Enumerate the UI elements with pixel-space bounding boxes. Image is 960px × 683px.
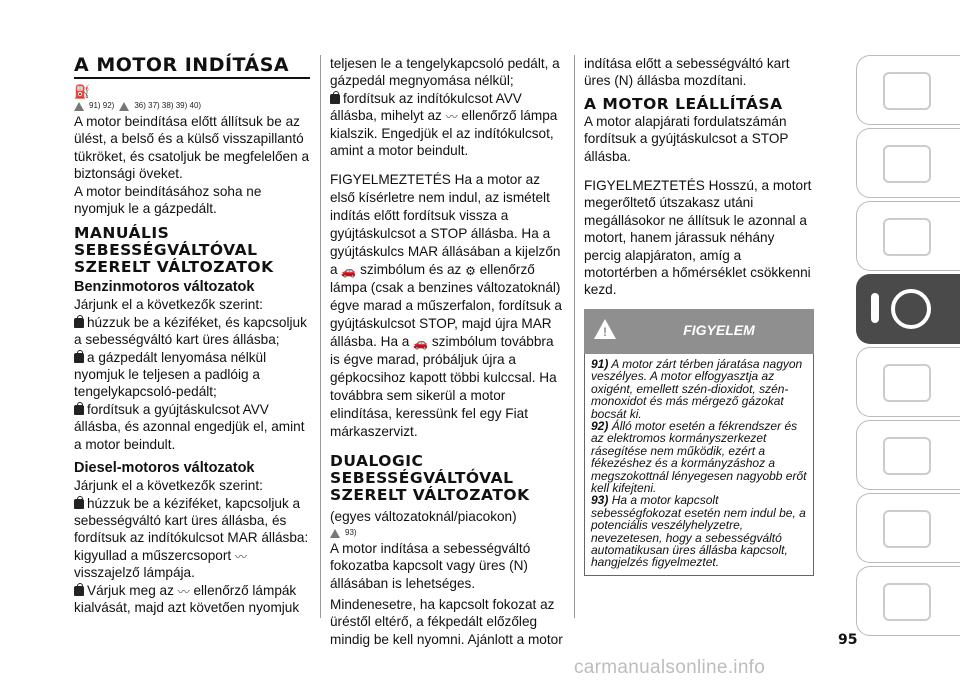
reference-numbers: 91) 92) 36) 37) 38) 39) 40) xyxy=(74,101,310,111)
tab-emergency[interactable] xyxy=(856,347,960,417)
column-2 xyxy=(330,55,566,648)
warning-triangle-icon: ! xyxy=(594,319,616,339)
column-3 xyxy=(584,55,814,576)
key-bullet-icon xyxy=(74,586,84,596)
paragraph: Mindenesetre, ha kapcsolt fokozat az üréstől eltérő, a fékpedált előzőleg mindig be kell nyomni. Ajánlott a motor xyxy=(330,597,563,647)
section-title-leallitas: A MOTOR LEÁLLÍTÁSA xyxy=(584,94,783,113)
paragraph: A motor alapjárati fordulatszámán fordítsuk a gyújtáskulcsot a STOP állásba. xyxy=(584,113,789,164)
caution-triangle-icon xyxy=(119,102,129,111)
tab-dashboard[interactable] xyxy=(856,55,960,125)
immobilizer-car-icon: 🚗 xyxy=(341,264,357,279)
seatbelt-icon xyxy=(883,218,931,256)
warning-triangle-icon xyxy=(74,102,84,111)
warning-box-body xyxy=(584,354,814,576)
column-divider xyxy=(320,55,321,618)
section-title-motor-inditasa: A MOTOR INDÍTÁSA xyxy=(74,55,310,79)
alphabet-index-icon xyxy=(883,583,931,621)
immobilizer-car-icon: 🚗 xyxy=(413,336,429,351)
list-item: húzzuk be a kéziféket, és kapcsoljuk a sebességváltó kart üres állásba; xyxy=(74,314,307,348)
tab-starting-driving[interactable] xyxy=(856,274,960,344)
warning-item: 92) Álló motor esetén a fékrendszer és az elektromos kormányszerkezet rásegítése nem működik, ezért a fékezéshez és a kormányzáshoz a megszokottnál lényegesen nagyobb erőt kell kifejteni. xyxy=(591,418,807,495)
key-bullet-icon xyxy=(330,94,340,104)
column-1 xyxy=(74,55,310,616)
glow-plug-icon: 〰 xyxy=(234,549,247,564)
tab-safety[interactable] xyxy=(856,201,960,271)
list-item: a gázpedált lenyomása nélkül nyomjuk le teljesen a padlóig a tengelykapcsoló-pedált; xyxy=(74,349,267,400)
chapter-tab-sidebar xyxy=(842,55,960,639)
page-number: 95 xyxy=(838,632,858,648)
warning-triangle-icon xyxy=(883,364,931,402)
list-item: Várjuk meg az 〰 ellenőrző lámpák kialvását, majd azt követően nyomjuk xyxy=(74,582,300,615)
steering-wheel-icon xyxy=(891,289,931,329)
dashboard-icon xyxy=(883,72,931,110)
warning-box-header: ! FIGYELEM xyxy=(584,309,814,354)
wrench-icon xyxy=(883,437,931,475)
section-title-dualogic: DUALOGIC SEBESSÉGVÁLTÓVAL SZERELT VÁLTOZATOK xyxy=(330,452,530,505)
glow-plug-icon: 〰 xyxy=(177,584,190,599)
warning-note: FIGYELMEZTETÉS Hosszú, a motort megerőltető útszakasz utáni megállásokor ne állítsuk le azonnal a motort, hanem járassuk néhány percig alapjáraton, amíg a motortérben a hőmérséklet csökkenni kezd. xyxy=(584,178,812,298)
key-bullet-icon xyxy=(74,405,84,415)
reference-numbers: 93) xyxy=(330,528,566,538)
list-item: húzzuk be a kéziféket, kapcsoljuk a sebességváltó kart üres állásba, és fordítsuk az indítókulcsot MAR állásba: kigyullad a műszercsoport 〰 visszajelző lámpája. xyxy=(74,495,309,581)
tab-technical-data[interactable] xyxy=(856,493,960,563)
paragraph: A motor beindítása előtt állítsuk be az ülést, a belső és a külső visszapillantó tükröket, és csatoljuk be megfelelően a biztonsági öveket. xyxy=(74,114,310,182)
column-divider xyxy=(574,55,575,618)
key-bullet-icon xyxy=(74,318,84,328)
key-bullet-icon xyxy=(74,353,84,363)
paragraph: teljesen le a tengelykapcsoló pedált, a gázpedál megnyomása nélkül; xyxy=(330,56,560,89)
paragraph: Járjunk el a következők szerint: xyxy=(74,297,263,313)
paragraph: (egyes változatoknál/piacokon) xyxy=(330,509,517,525)
engine-icon: ⛽ xyxy=(74,84,91,99)
warning-box xyxy=(584,309,814,576)
key-bullet-icon xyxy=(74,499,84,509)
tab-car-knowledge[interactable] xyxy=(856,128,960,198)
warning-item: 93) Ha a motor kapcsolt sebességfokozat esetén nem indul be, a potenciális veszélyhelyzetre, nevezetesen, hogy a sebességváltó automatikusan üres állásba kapcsolt, hangjelzés figyelmeztet. xyxy=(591,493,806,570)
paragraph: indítása előtt a sebességváltó kart üres (N) állásba mozdítani. xyxy=(584,56,790,89)
subsection-title-benzin: Benzinmotoros változatok xyxy=(74,279,255,296)
watermark: carmanualsonline.info xyxy=(574,657,766,678)
car-icon xyxy=(883,145,931,183)
section-title-manual: MANUÁLIS SEBESSÉGVÁLTÓVAL SZERELT VÁLTOZATOK xyxy=(74,224,274,277)
technical-data-icon xyxy=(883,510,931,548)
key-icon xyxy=(871,293,879,323)
engine-check-icon: ⚙ xyxy=(465,264,476,279)
paragraph: Járjunk el a következők szerint: xyxy=(74,478,263,494)
warning-triangle-icon xyxy=(330,529,340,538)
list-item: fordítsuk a gyújtáskulcsot AVV állásba, és azonnal engedjük el, amint a motor beindult. xyxy=(74,401,305,452)
subsection-title-diesel: Diesel-motoros változatok xyxy=(74,460,255,477)
tab-index[interactable] xyxy=(856,566,960,636)
warning-note: FIGYELMEZTETÉS Ha a motor az első kísérletre nem indul, az ismételt indítás előtt fordítsuk vissza a gyújtáskulcsot a STOP állásba. Ha a gyújtáskulcs MAR állásában a kijelzőn a 🚗 szimbólum és az ⚙ ellenőrző lámpa (csak a benzines változatoknál) égve marad a műszerfalon, fordítsuk a gyújtáskulcsot STOP, majd újra MAR állásba. Ha a 🚗 szimbólum továbbra is égve marad, próbáljuk újra a gépkocsihoz kapott többi kulccsal. Ha továbbra sem sikerül a motor elindítása, keressünk fel egy Fiat márkaszervizt. xyxy=(330,172,562,440)
paragraph: A motor indítása a sebességváltó fokozatba kapcsolt vagy üres (N) állásában is lehetséges. xyxy=(330,540,531,591)
glow-plug-icon: 〰 xyxy=(445,110,458,125)
list-item: fordítsuk az indítókulcsot AVV állásba, mihelyt az 〰 ellenőrző lámpa kialszik. Engedjük el az indítókulcsot, amint a motor beindult. xyxy=(330,90,558,159)
warning-item: 91) A motor zárt térben járatása nagyon veszélyes. A motor elfogyasztja az oxigént, emellett szén-dioxidot, szén-monoxidot és más mérgező gázokat bocsát ki. xyxy=(591,356,803,421)
tab-maintenance[interactable] xyxy=(856,420,960,490)
paragraph: A motor beindításához soha ne nyomjuk le a gázpedált. xyxy=(74,183,262,217)
